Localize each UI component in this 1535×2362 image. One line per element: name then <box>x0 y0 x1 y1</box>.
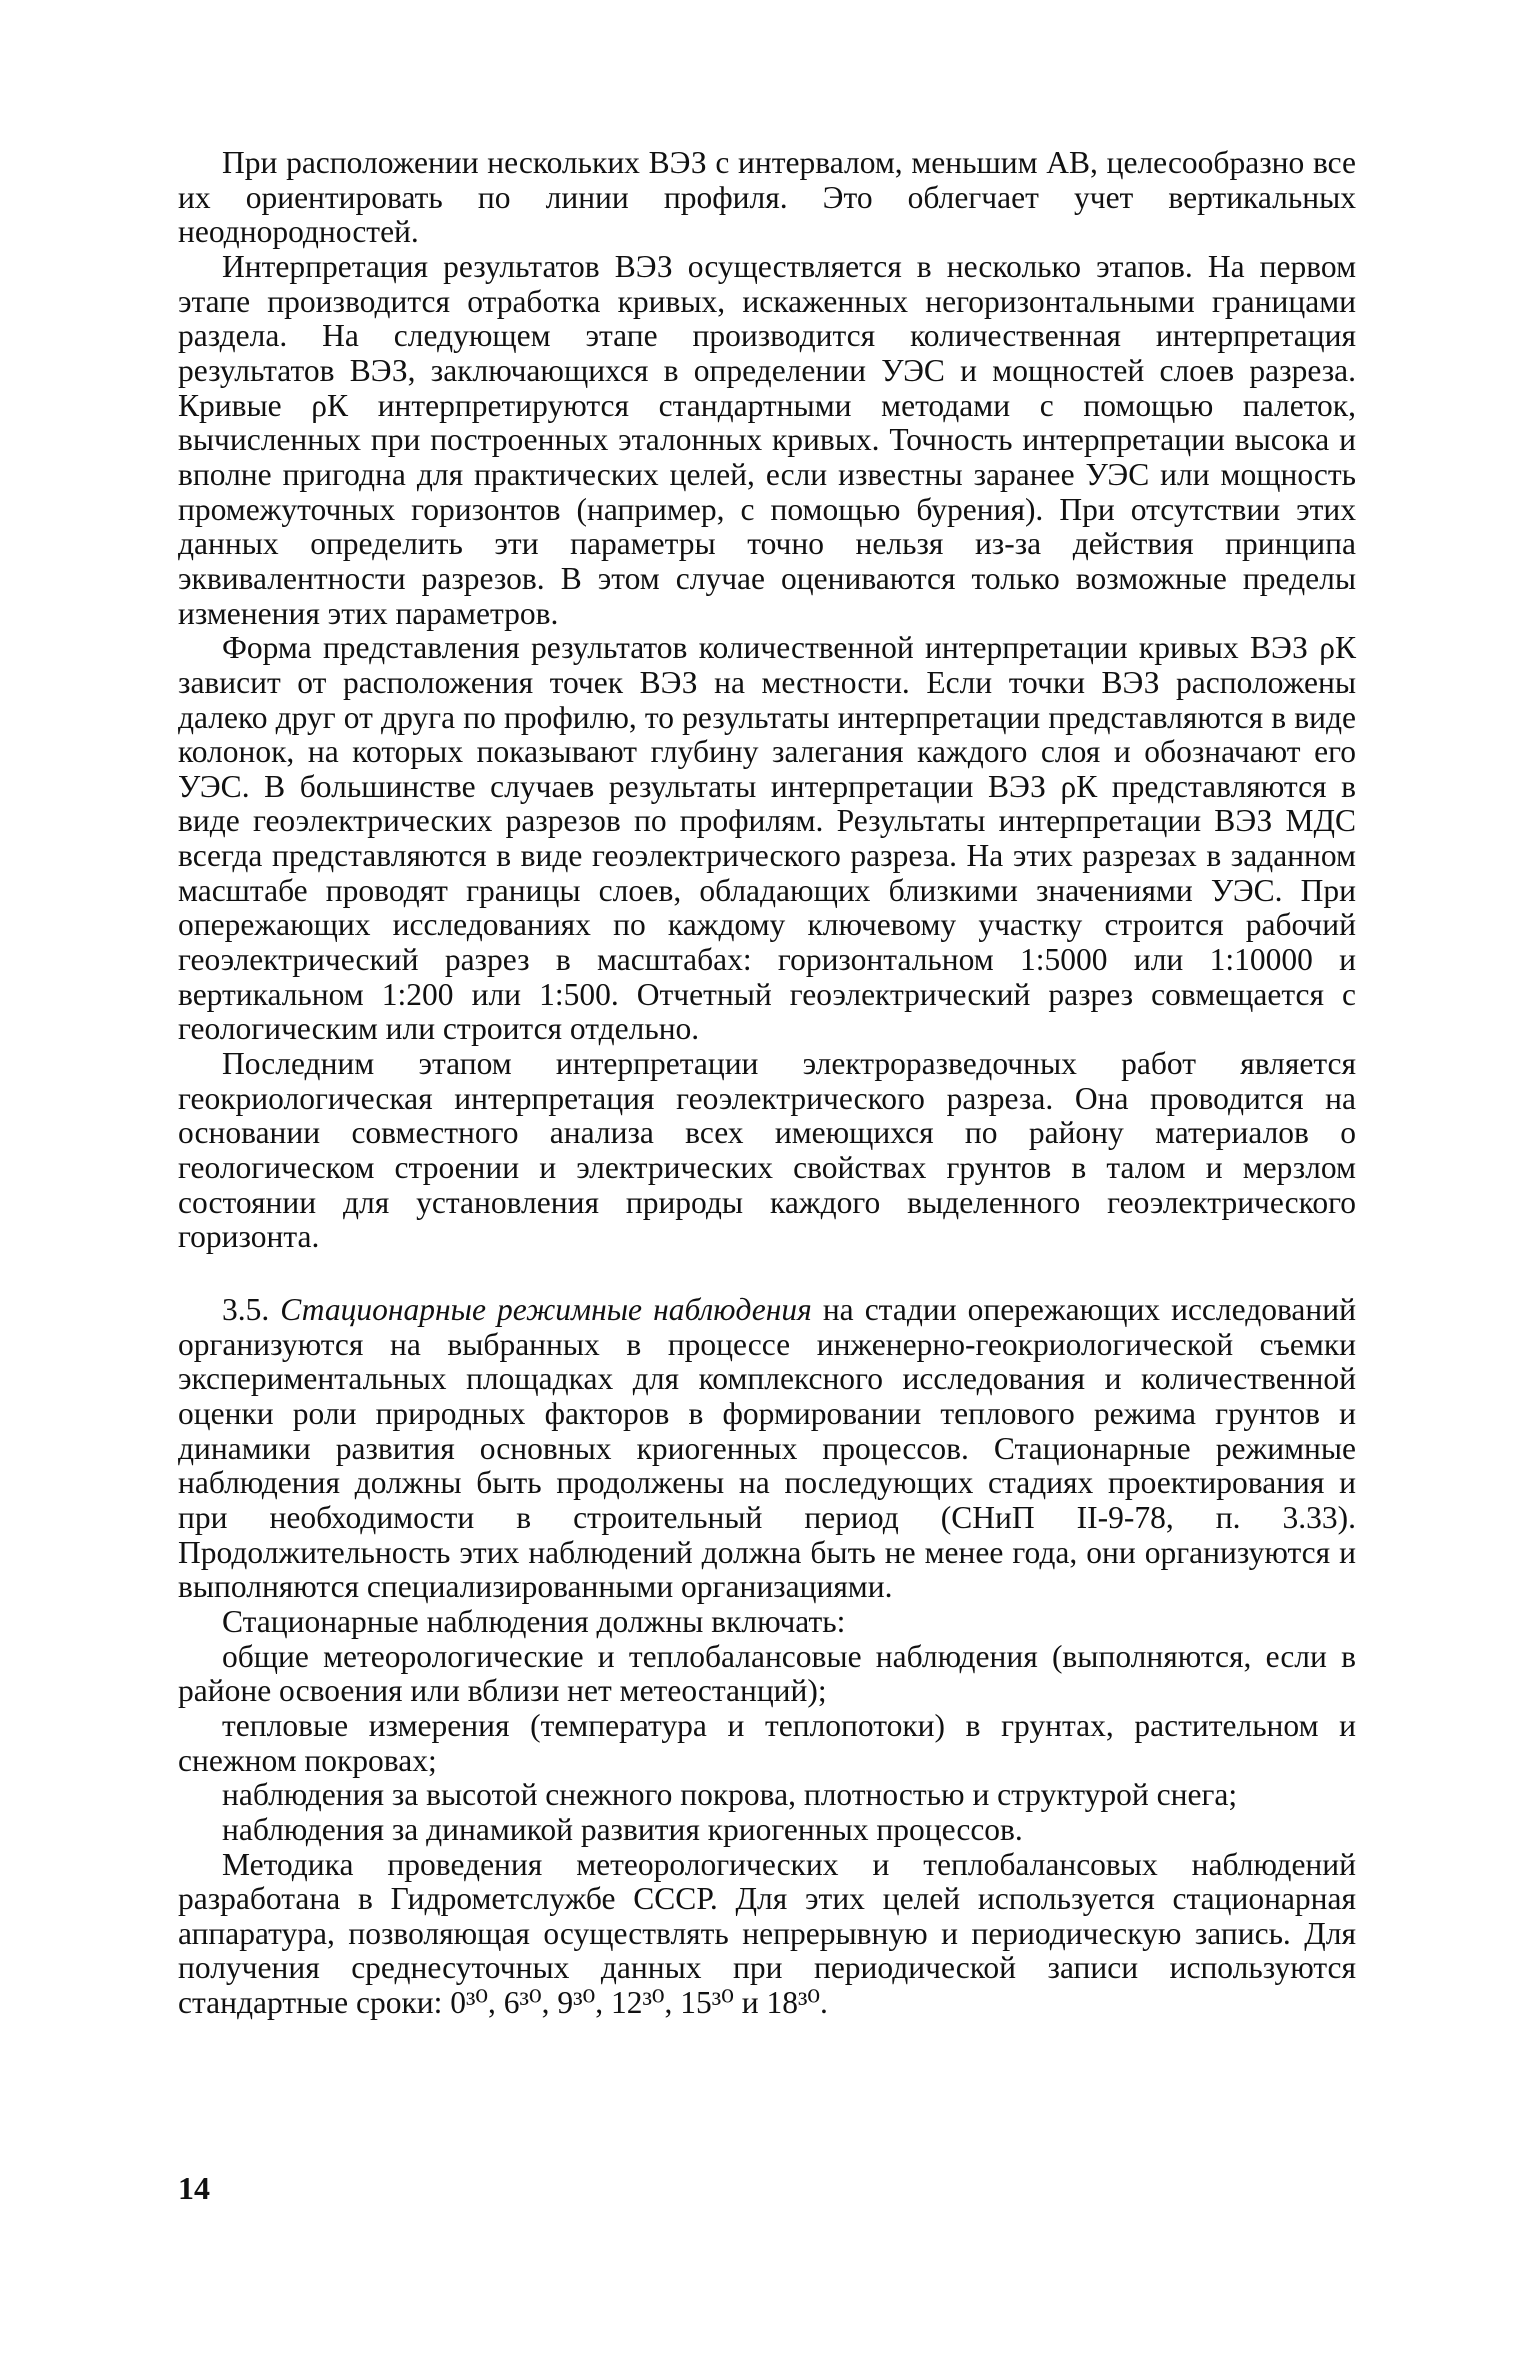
paragraph-2: Интерпретация результатов ВЭЗ осуществляется в несколько этапов. На первом этапе производится отработка кривых, искаженных негоризонтальными границами раздела. На следующем этапе производится количественная интерпретация результатов ВЭЗ, заключающихся в определении УЭС и мощностей слоев разреза. Кривые ρК интерпретируются стандартными методами с помощью палеток, вычисленных при построенных эталонных кривых. Точность интерпретации высока и вполне пригодна для практических целей, если известны заранее УЭС или мощность промежуточных горизонтов (например, с помощью бурения). При отсутствии этих данных определить эти параметры точно нельзя из-за действия принципа эквивалентности разрезов. В этом случае оцениваются только возможные пределы изменения этих параметров. <box>178 248 1356 631</box>
list-item: наблюдения за динамикой развития криогенных процессов. <box>222 1811 1023 1847</box>
list-item: наблюдения за высотой снежного покрова, плотностью и структурой снега; <box>222 1777 1238 1813</box>
paragraph-4: Последним этапом интерпретации электроразведочных работ является геокриологическая интерпретация геоэлектрического разреза. Она проводится на основании совместного анализа всех имеющихся по району материалов о геологическом строении и электрических свойствах грунтов в талом и мерзлом состоянии для установления природы каждого выделенного геоэлектрического горизонта. <box>178 1046 1356 1255</box>
section-paragraph-text: на стадии опережающих исследований организуются на выбранных в процессе инженерно-геокриологической съемки экспериментальных площадках для комплексного исследования и количественной оценки роли природных факторов в формировании теплового режима грунтов и динамики развития основных криогенных процессов. Стационарные режимные наблюдения должны быть продолжены на последующих стадиях проектирования и при необходимости в строительный период (СНиП II-9-78, п. 3.33). Продолжительность этих наблюдений должна быть не менее года, они организуются и выполняются специализированными организациями. <box>178 1292 1356 1605</box>
paragraph-7: Методика проведения метеорологических и теплобалансовых наблюдений разработана в Гидрометслужбе СССР. Для этих целей используется стационарная аппаратура, позволяющая осуществлять непрерывную и периодическую запись. Для получения среднесуточных данных при периодической записи используются стандартные сроки: 0³⁰, 6³⁰, 9³⁰, 12³⁰, 15³⁰ и 18³⁰. <box>178 1846 1356 2021</box>
section-paragraph <box>178 1293 1356 1605</box>
paragraph-3: Форма представления результатов количественной интерпретации кривых ВЭЗ ρК зависит от расположения точек ВЭЗ на местности. Если точки ВЭЗ расположены далеко друг от друга по профилю, то результаты интерпретации представляются в виде колонок, на которых показывают глубину залегания каждого слоя и обозначают его УЭС. В большинстве случаев результаты интерпретации ВЭЗ ρК представляются в виде геоэлектрических разрезов по профилям. Результаты интерпретации ВЭЗ МДС всегда представляются в виде геоэлектрического разреза. На этих разрезах в заданном масштабе проводят границы слоев, обладающих близкими значениями УЭС. При опережающих исследованиях по каждому ключевому участку строится рабочий геоэлектрический разрез в масштабах: горизонтальном 1:5000 или 1:10000 и вертикальном 1:200 или 1:500. Отчетный геоэлектрический разрез совмещается с геологическим или строится отдельно. <box>178 630 1356 1047</box>
list-item: общие метеорологические и теплобалансовые наблюдения (выполняются, если в районе освоения или вблизи нет метеостанций); <box>178 1638 1356 1709</box>
page-number: 14 <box>178 2170 210 2206</box>
section-number: 3.5. <box>222 1292 270 1327</box>
paragraph-6: Стационарные наблюдения должны включать: <box>222 1603 846 1639</box>
paragraph-1: При расположении нескольких ВЭЗ с интервалом, меньшим АВ, целесообразно все их ориентировать по линии профиля. Это облегчает учет вертикальных неоднородностей. <box>178 145 1356 250</box>
list-item: тепловые измерения (температура и теплопотоки) в грунтах, растительном и снежном покровах; <box>178 1707 1356 1778</box>
section-title: Стационарные режимные наблюдения <box>280 1292 812 1327</box>
document-page <box>178 146 1356 2021</box>
